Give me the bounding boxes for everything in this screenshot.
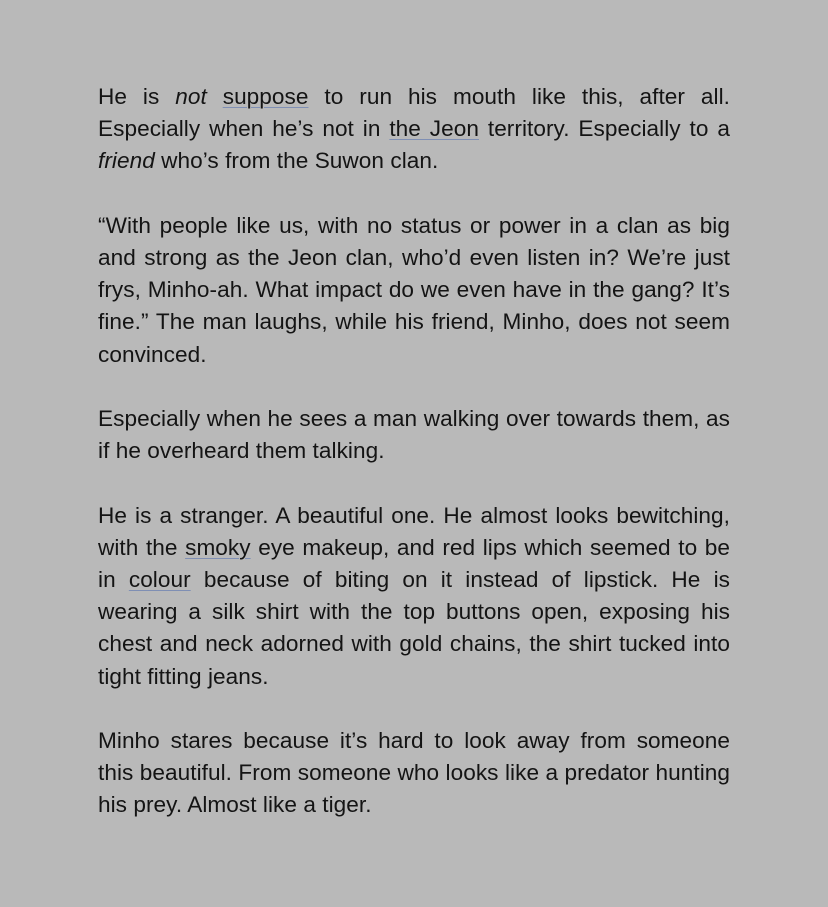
paragraph-1 bbox=[98, 81, 730, 178]
underlined-word: suppose bbox=[222, 84, 309, 109]
text-run: territory. Especially to a bbox=[478, 116, 730, 142]
story-text bbox=[98, 81, 730, 822]
text-run bbox=[207, 84, 223, 109]
text-run: Especially when he sees a man walking over towards them, as if he overheard them talking. bbox=[98, 406, 730, 464]
underlined-word: colour bbox=[128, 567, 191, 592]
text-run: eye makeup, and red lips which seemed to be in bbox=[98, 534, 731, 592]
emphasis-text: friend bbox=[98, 148, 155, 174]
underlined-word: the Jeon bbox=[389, 116, 479, 142]
paragraph-2 bbox=[98, 210, 730, 371]
text-run: He is a stranger. A beautiful one. He almost looks bewitching, with the bbox=[98, 502, 730, 560]
text-run: Minho stares because it’s hard to look away from someone this beautiful. From someone who looks like a predator hunting his prey. Almost like a tiger. bbox=[98, 728, 730, 818]
paragraph-5 bbox=[98, 725, 730, 822]
text-run: “With people like us, with no status or power in a clan as big and strong as the Jeon clan, who’d even listen in? We’re just frys, Minho-ah. What impact do we even have in the gang? It’s fine.” The man laughs, while his friend, Minho, does not seem convinced. bbox=[98, 212, 730, 367]
text-run: to run his mouth like this, after all. Especially when he’s not in bbox=[98, 84, 730, 142]
emphasis-text: not bbox=[175, 84, 207, 109]
paragraph-3 bbox=[98, 403, 730, 467]
text-run: He is bbox=[98, 84, 176, 109]
text-run: because of biting on it instead of lipstick. He is wearing a silk shirt with the top buttons open, exposing his chest and neck adorned with gold chains, the shirt tucked into tight fitting jeans. bbox=[98, 567, 730, 689]
paragraph-4 bbox=[98, 500, 730, 693]
underlined-word: smoky bbox=[185, 534, 251, 560]
text-run: who’s from the Suwon clan. bbox=[154, 148, 439, 174]
